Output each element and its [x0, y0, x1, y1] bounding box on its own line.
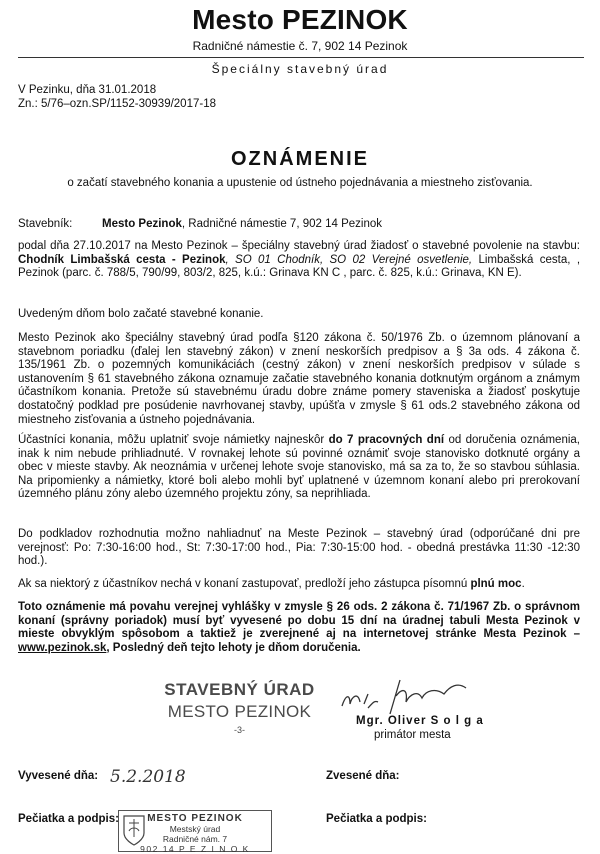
builder-details: [102, 218, 382, 230]
stamp-line-2: MESTO PEZINOK: [167, 702, 312, 721]
p6-text-a: Ak sa niektorý z účastníkov nechá v konaní zastupovať, predloží jeho zástupca písomnú: [18, 578, 471, 590]
stamp-line-1: STAVEBNÝ ÚRAD: [164, 680, 315, 699]
signer-role: primátor mesta: [374, 729, 451, 741]
power-of-attorney: plnú moc: [470, 578, 522, 590]
stamp-sign-left-label: Pečiatka a podpis:: [18, 813, 119, 825]
builder-address: , Radničné námestie 7, 902 14 Pezinok: [181, 218, 382, 230]
website-link[interactable]: www.pezinok.sk: [18, 641, 107, 654]
p7-text-b: , Posledný deň tejto lehoty je dňom doručenia.: [106, 641, 361, 654]
signer-name: Mgr. Oliver S o l g a: [356, 715, 484, 727]
paragraph-public-notice: [18, 601, 580, 655]
municipality-address: Radničné námestie č. 7, 902 14 Pezinok: [192, 39, 408, 53]
posted-date-handwritten: [108, 765, 188, 787]
objection-deadline: do 7 pracovných dní: [328, 434, 445, 446]
municipality-title: Mesto PEZINOK: [192, 4, 408, 35]
project-name: Chodník Limbašská cesta - Pezinok: [18, 253, 226, 266]
mayor-signature: [338, 674, 488, 718]
builder-name: Mesto Pezinok: [102, 218, 182, 230]
coat-of-arms-icon: [121, 813, 147, 847]
office-stamp-line-1: MESTO PEZINOK: [147, 813, 243, 824]
paragraph-inspection: Do podkladov rozhodnutia možno nahliadnuť na Meste Pezinok – stavebný úrad (odporúčané dni pre verejnosť: Po: 7:30-16:00 hod., St: 7:30-17:00 hod., Pia: 7:30-15:00 hod. - obedná prestávka 11:30 -12:30 hod.).: [18, 528, 580, 568]
paragraph-start: Uvedeným dňom bolo začaté stavebné konanie.: [18, 308, 264, 320]
document-title: OZNÁMENIE: [231, 148, 369, 170]
place-date: V Pezinku, dňa 31.01.2018: [18, 84, 157, 96]
p6-text-c: .: [521, 578, 525, 590]
project-objects: , SO 01 Chodník, SO 02 Verejné osvetlenie,: [225, 253, 473, 266]
stamp-number: -3-: [234, 725, 245, 735]
paragraph-legal-basis: Mesto Pezinok ako špeciálny stavebný úrad podľa §120 zákona č. 50/1976 Zb. o územnom plánovaní a stavebnom poriadku (ďalej len stavebný zákon) v znení neskorších predpisov a § 3a ods. 4 zákona č. 135/1961 Zb. o pozemných komunikáciách (cestný zákon) v znení neskorších predpisov v súlade s ustanovením § 61 stavebného zákona oznamuje začatie stavebného konania dotknutým orgánom a známym účastníkom konania. Pretože sú stavebnému úradu dobre známe pomery staveniska a žiadosť poskytuje dostatočný podklad pre posúdenie navrhovanej stavby, upúšťa v zmysle § 61 ods.2 stavebného zákona od miestneho zisťovania a ústneho pojednávania.: [18, 332, 580, 426]
p1-text-a: podal dňa 27.10.2017 na Mesto Pezinok – špeciálny stavebný úrad žiadosť o stavebné povolenie na stavbu:: [18, 240, 580, 252]
p4-text-c: od doručenia oznámenia, inak k nim nebude prihliadnuté. V rovnakej lehote sú povinné oznámiť svoje stanovisko dotknuté orgány a obec v mieste stavby. Ak neoznámia v určenej lehote svoje stanovisko, má sa za to, že so stavbou súhlasia. Na pripomienky a námietky, ktoré boli alebo mohli byť uplatnené v územnom konaní alebo pri prerokovaní územného plánu zóny alebo územného projektu zóny, sa neprihliada.: [18, 434, 580, 501]
posted-label: Vyvesené dňa:: [18, 770, 99, 782]
office-stamp-line-2: Mestský úrad: [169, 824, 221, 834]
office-stamp-line-3: Radničné nám. 7: [162, 834, 228, 844]
paragraph-representation: [18, 578, 580, 592]
paragraph-objections: [18, 434, 580, 502]
document-subtitle: o začatí stavebného konania a upustenie od ústneho pojednávania a miestneho zisťovania.: [67, 177, 533, 189]
office-name: Špeciálny stavebný úrad: [211, 62, 389, 76]
paragraph-application: [18, 240, 580, 281]
builder-label: Stavebník:: [18, 218, 73, 230]
header-divider: [18, 57, 584, 58]
removed-label: Zvesené dňa:: [326, 770, 400, 782]
file-number: Zn.: 5/76–ozn.SP/1152-30939/2017-18: [18, 98, 216, 110]
p7-text-a: Toto oznámenie má povahu verejnej vyhlášky v zmysle § 26 ods. 2 zákona č. 71/1967 Zb. o správnom konaní (správny poriadok) musí byť vyvesené po dobu 15 dní na úradnej tabuli Mesta Pezinok v mieste obvyklým spôsobom a taktiež je zverejnené aj na internetovej stránke Mesta Pezinok –: [18, 601, 580, 641]
p4-text-a: Účastníci konania, môžu uplatniť svoje námietky najneskôr: [18, 434, 329, 446]
p1-text-d: Limbašská cesta, , Pezinok (parc. č. 788/5, 790/99, 803/2, 825, k.ú.: Grinava KN C , parc. č. 825, k.ú.: Grinava, KN E).: [18, 253, 581, 280]
posted-date-text: 5.2.2018: [110, 767, 186, 787]
building-office-stamp: [162, 680, 317, 735]
office-stamp-line-4: 902 14 P E Z I N O K: [140, 844, 250, 854]
stamp-sign-right-label: Pečiatka a podpis:: [326, 813, 427, 825]
